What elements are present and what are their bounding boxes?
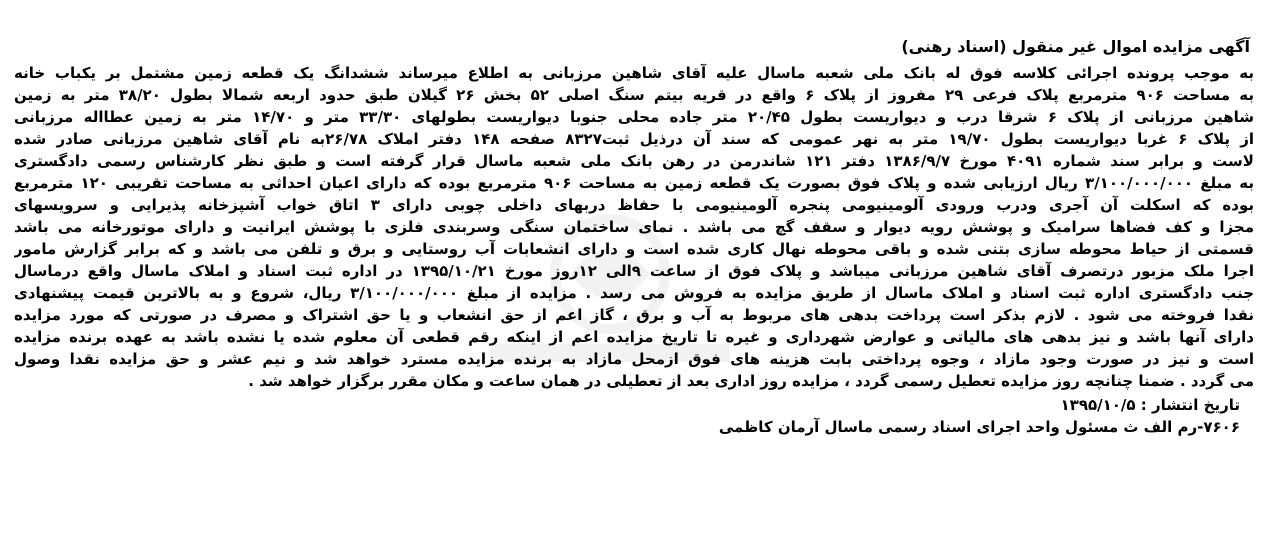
notice-line: به مبلغ ۳/۱۰۰/۰۰۰/۰۰۰ ریال ارزیابی شده و پلاک فوق بصورت یک قطعه زمین به مساحت ۹۰۶ مترمربع بوده که دارای اعیان احداثی به مساحت تقریبی ۱۲۰ مترمربع	[14, 174, 1254, 192]
notice-line: به مساحت ۹۰۶ مترمربع پلاک فرعی ۲۹ مفروز از پلاک ۶ واقع در قریه بیتم سنگ اصلی ۵۲ بخش ۲۶ گیلان طبق حدود اربعه شمالا بطول ۳۸/۲۰ متر به زمین	[14, 86, 1254, 104]
notice-line: جنب دادگستری اداره ثبت اسناد و املاک ماسال از طریق مزایده به فروش می رسد . مزایده از مبلغ ۳/۱۰۰/۰۰۰/۰۰۰ ریال، شروع و به بالاترین قیمت پیشنهادی	[14, 284, 1254, 302]
notice-line: نقدا فروخته می شود . لازم بذکر است پرداخت بدهی های مربوط به آب و برق ، گاز اعم از حق انشعاب و یا حق اشتراک و مصرف در صورتی که مورد مزایده	[14, 306, 1254, 324]
notice-line: است و نیز در صورت وجود مازاد ، وجوه پرداختی بابت هزینه های فوق ازمحل مازاد به برنده مزایده مسترد خواهد شد و نیم عشر و حق مزایده نقدا وصول	[14, 350, 1254, 368]
notice-line: دارای آنها باشد و نیز بدهی های مالیاتی و عوارض شهرداری و غیره تا تاریخ مزایده اعم از اینکه رقم قطعی آن معلوم شده یا نشده باشد به عهده برنده مزایده	[14, 328, 1254, 346]
notice-line: بوده که اسکلت آن آجری ودرب ورودی آلومینیومی پنجره آلومینیومی با حفاظ دربهای داخلی چوبی دارای ۳ اتاق خواب آشپزخانه پذیرایی و سرویسهای	[14, 196, 1254, 214]
notice-line: لاست و برابر سند شماره ۴۰۹۱ مورخ ۱۳۸۶/۹/۷ دفتر ۱۲۱ شاندرمن در رهن بانک ملی شعبه ماسال قرار گرفته است و طبق نظر کارشناس رسمی دادگستری	[14, 152, 1254, 170]
notice-line: می گردد . ضمنا چنانچه روز مزایده تعطیل رسمی گردد ، مزایده روز اداری بعد از تعطیلی در همان ساعت و مکان مقرر برگزار خواهد شد .	[248, 372, 1254, 390]
notice-line: به موجب پرونده اجرائی کلاسه فوق له بانک ملی شعبه ماسال علیه آقای شاهین مرزبانی به اطلاع میرساند ششدانگ یک قطعه زمین مشتمل بر یکباب خانه	[14, 64, 1254, 82]
publish-date: تاریخ انتشار : ۱۳۹۵/۱۰/۵	[1060, 396, 1240, 414]
notice-title: آگهی مزایده اموال غیر منقول (اسناد رهنی)	[901, 37, 1250, 56]
notice-line: از پلاک ۶ غربا دیواریست بطول ۱۹/۷۰ متر به نهر عمومی که سند آن درذیل ثبت۸۳۲۷ صفحه ۱۴۸ دفتر املاک ۲۶/۷۸به نام آقای شاهین مرزبانی صادر شده	[14, 130, 1254, 148]
notice-line: قسمتی از حیاط محوطه سازی بتنی شده و باقی محوطه نهال کاری شده است و دارای انشعابات آب روستایی و برق و تلفن می باشد و که برابر گزارش مامور	[14, 240, 1254, 258]
notice-line: اجرا ملک مزبور درتصرف آقای شاهین مرزبانی میباشد و پلاک فوق از ساعت ۹الی ۱۲روز مورخ ۱۳۹۵/۱۰/۲۱ در اداره ثبت اسناد و املاک ماسال واقع درماسال	[14, 262, 1254, 280]
signature-line: ۷۶۰۶-رم الف ث مسئول واحد اجرای اسناد رسمی ماسال آرمان کاظمی	[718, 418, 1240, 436]
notice-line: مجزا و کف فضاها سرامیک و پوشش رویه دیوار و سقف گچ می باشد . نمای ساختمان سنگی وسربندی فلزی با پوشش ایرانیت و دارای موتورخانه می باشد	[14, 218, 1254, 236]
auction-notice	[10, 14, 1254, 529]
notice-line: شاهین مرزبانی از پلاک ۶ شرقا درب و دیواریست بطول ۲۰/۴۵ متر جاده محلی جنوبا دیواریست بطولهای ۳۳/۳۰ متر و ۱۴/۷۰ متر به زمین عطااله مرزبانی	[14, 108, 1254, 126]
